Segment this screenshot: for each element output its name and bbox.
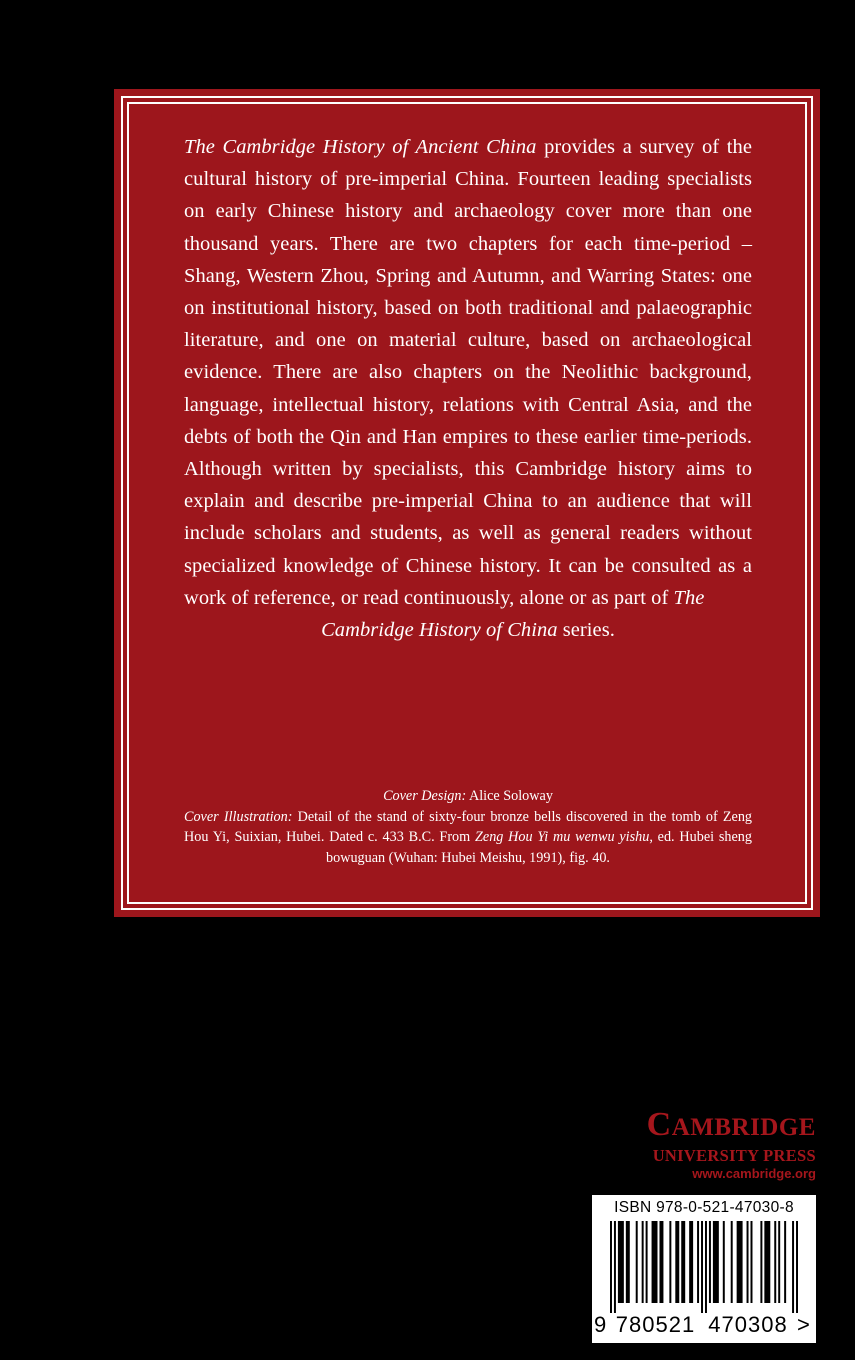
- illustration-source-text: , ed. Hubei sheng bowuguan (Wuhan: Hubei Meishu, 1991), fig. 40.: [326, 829, 752, 867]
- book-title: The Cambridge History of Ancient China: [184, 136, 537, 158]
- barcode-bar: [751, 1221, 753, 1303]
- barcode-bar: [731, 1221, 733, 1303]
- cover-credits: [184, 786, 752, 869]
- barcode-bar: [764, 1221, 770, 1303]
- cover-illustration-text: Detail of the stand of sixty-four bronze bells discovered in the tomb of Zeng Hou Yi, Suixian, Hubei. Dated c. 433 B.C. From: [184, 808, 753, 846]
- blurb-body: provides a survey of the cultural history of pre-imperial China. Fourteen leading specialists on early Chinese history and archaeology cover more than one thousand years. There are two chapters for each time-period – Shang, Western Zhou, Spring and Autumn, and Warring States: one on institutional history, based on both traditional and palaeographic literature, and one on material culture, based on archaeological evidence. There are also chapters on the Neolithic background, language, intellectual history, relations with Central Asia, and the debts of both the Qin and Han empires to these earlier time-periods. Although written by specialists, this Cambridge history aims to explain and describe pre-imperial China to an audience that will include scholars and students, as well as general readers without specialized knowledge of Chinese history. It can be consulted as a work of reference, or read continuously, alone or as part of: [184, 136, 752, 609]
- isbn-barcode: [592, 1195, 816, 1343]
- cover-designer-name: Alice Soloway: [466, 788, 553, 804]
- series-title-start: The: [673, 586, 705, 609]
- barcode-bar: [796, 1221, 798, 1313]
- barcode-bar: [737, 1221, 743, 1303]
- barcode-bar: [659, 1221, 663, 1303]
- publisher-url: www.cambridge.org: [692, 1166, 816, 1181]
- barcode-quiet-zone-mark: >: [797, 1312, 810, 1337]
- barcode-bar: [618, 1221, 624, 1303]
- barcode-bar: [705, 1221, 707, 1313]
- blurb-paragraph: [184, 131, 752, 646]
- publisher-name-cap: C: [646, 1106, 672, 1143]
- series-title-end: Cambridge History of China: [321, 619, 558, 642]
- barcode-bar: [614, 1221, 616, 1313]
- barcode-bar: [709, 1221, 711, 1303]
- barcode-bar: [747, 1221, 749, 1303]
- barcode-bar: [778, 1221, 780, 1303]
- publisher-subtitle: UNIVERSITY PRESS: [652, 1146, 816, 1165]
- publisher-name: [560, 1106, 816, 1147]
- barcode-bar: [774, 1221, 776, 1303]
- barcode-bar: [646, 1221, 648, 1303]
- back-cover-panel: [114, 89, 820, 917]
- blurb-ending: series.: [557, 619, 615, 642]
- barcode-bar: [642, 1221, 644, 1303]
- publisher-logo: [560, 1106, 816, 1183]
- barcode-bar: [792, 1221, 794, 1313]
- barcode-bar: [636, 1221, 638, 1303]
- blurb-last-line: [184, 614, 752, 646]
- cover-illustration-credit: [184, 807, 752, 869]
- isbn-label: ISBN 978-0-521-47030-8: [614, 1199, 794, 1216]
- cover-design-label: Cover Design:: [383, 788, 467, 804]
- barcode-bar: [697, 1221, 699, 1303]
- cover-design-credit: [184, 786, 752, 807]
- barcode-bar: [723, 1221, 725, 1303]
- barcode-digits-right: 470308: [708, 1312, 788, 1337]
- barcode-bar: [669, 1221, 671, 1303]
- barcode-bars: [610, 1221, 798, 1313]
- illustration-source-title: Zeng Hou Yi mu wenwu yishu: [475, 829, 650, 846]
- barcode-bar: [610, 1221, 612, 1313]
- barcode-bar: [760, 1221, 762, 1303]
- barcode-digit-first: 9: [594, 1312, 607, 1337]
- barcode-bar: [626, 1221, 630, 1303]
- barcode-bar: [701, 1221, 703, 1313]
- barcode-digits-left: 780521: [615, 1312, 696, 1337]
- barcode-bar: [784, 1221, 786, 1303]
- barcode-bar: [689, 1221, 693, 1303]
- barcode-bar: [675, 1221, 679, 1303]
- barcode-bar: [652, 1221, 658, 1303]
- publisher-name-rest: AMBRIDGE: [671, 1114, 816, 1141]
- barcode-bar: [713, 1221, 719, 1303]
- barcode-bar: [681, 1221, 685, 1303]
- cover-illustration-label: Cover Illustration:: [184, 808, 293, 825]
